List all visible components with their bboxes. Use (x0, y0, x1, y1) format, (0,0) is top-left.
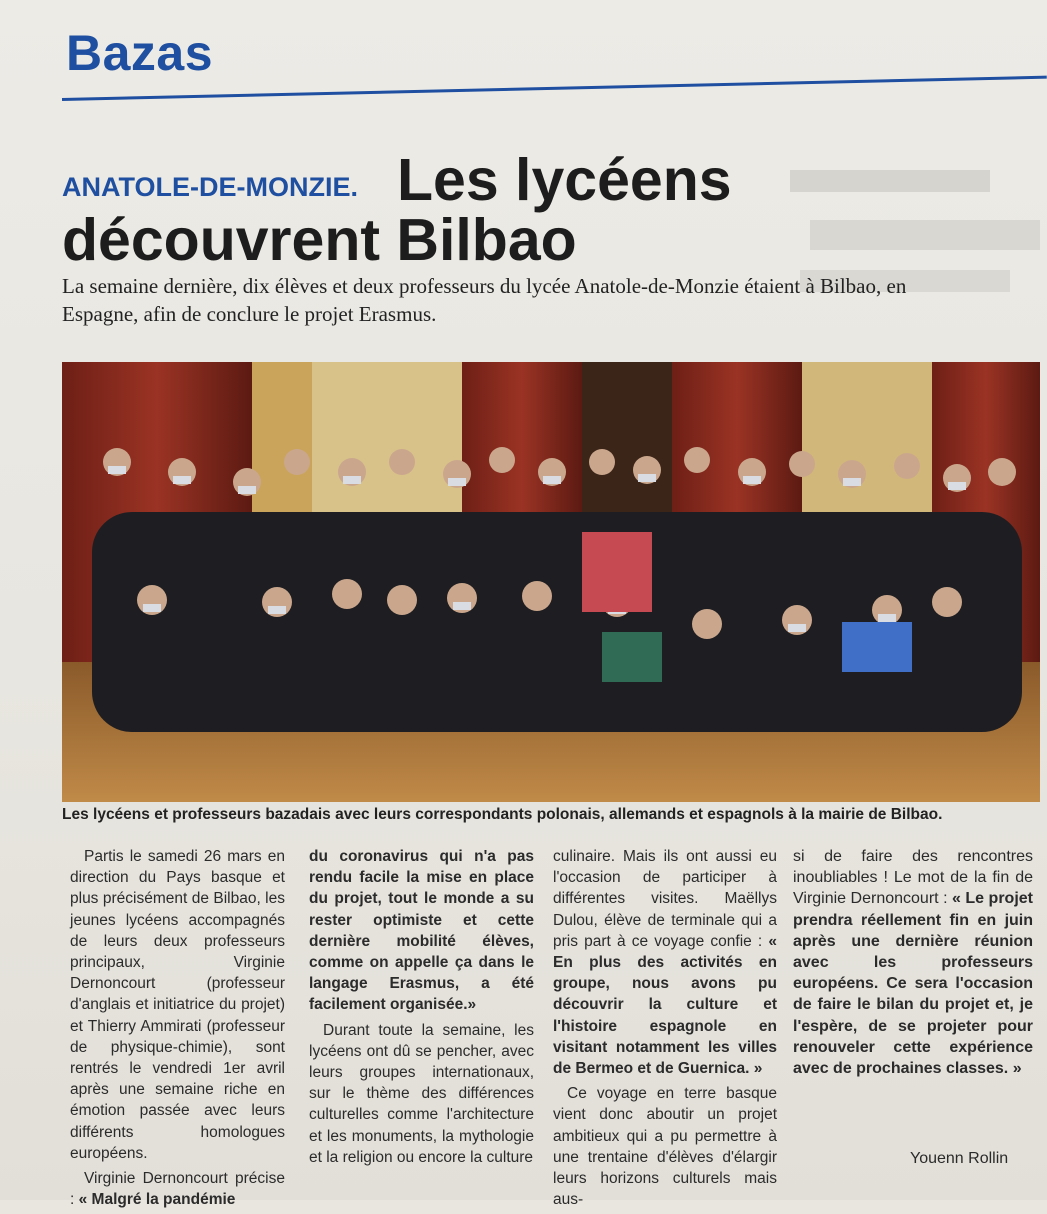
text-run: si de faire des rencontres inoubliables ! Le mot de la fin de Virginie Dernoncourt : (793, 848, 1033, 908)
quote-intro: Virginie Dernoncourt précise : (70, 1170, 285, 1209)
quote-bold: « Le projet prendra réellement fin en juin après une dernière réunion avec les professeurs européens. Ce sera l'occasion de faire le bilan du projet et, je l'espère, de se projeter pour renouveler cette expérience avec de prochaines classes. » (793, 890, 1033, 1078)
paragraph (309, 846, 534, 1016)
article-column-3 (553, 846, 777, 1214)
section-title: Bazas (66, 25, 214, 81)
author-byline: Youenn Rollin (910, 1150, 1009, 1167)
article-kicker: ANATOLE-DE-MONZIE. (62, 172, 358, 202)
quote-bold: « En plus des activités en groupe, nous avons pu découvrir la culture et l'histoire espagnole en visitant notamment les villes de Bermeo et de Guernica. » (553, 932, 777, 1078)
article-column-2 (309, 846, 534, 1172)
article-headline (62, 147, 782, 274)
paragraph (793, 846, 1033, 1079)
headline-line-1: Les lycéens (397, 147, 732, 213)
article-column-1 (70, 846, 285, 1214)
photo-caption: Les lycéens et professeurs bazadais avec leurs correspondants polonais, allemands et espagnols à la mairie de Bilbao. (62, 806, 943, 823)
group-photo-illustration (62, 362, 1040, 802)
quote-bold: « Malgré la pandémie (78, 1191, 236, 1209)
article-column-4 (793, 846, 1033, 1083)
quote-bold: du coronavirus qui n'a pas rendu facile la mise en place du projet, tout le monde a su rester optimiste et cette dernière mobilité élèves, comme on appelle ça dans le langage Erasmus, a été facilement organisée.» (309, 848, 534, 1014)
paragraph: Ce voyage en terre basque vient donc aboutir un projet ambitieux qui a pu permettre à une trentaine d'élèves d'élargir leurs horizons culturels mais aus- (553, 1085, 777, 1209)
paragraph: Durant toute la semaine, les lycéens ont dû se pencher, avec leurs groupes internationaux, sur le thème des différences culturelles comme l'architecture et les monuments, la mythologie et la religion ou encore la culture (309, 1021, 534, 1166)
paragraph (553, 846, 777, 1079)
text-run: culinaire. Mais ils ont aussi eu l'occasion de participer à différentes visites. Maëllys Dulou, élève de terminale qui a pris part à ce voyage confie : (553, 848, 777, 950)
headline-line-2: découvrent Bilbao (62, 207, 577, 274)
paragraph (70, 1168, 285, 1210)
group-photo (62, 362, 1040, 802)
paragraph: Partis le samedi 26 mars en direction du Pays basque et plus précisément de Bilbao, les jeunes lycéens accompagnés de leurs deux professeurs principaux, Virginie Dernoncourt (professeur d'anglais et initiatrice du projet) et Thierry Ammirati (professeur de physique-chimie), sont rentrés le vendredi 1er avril après une semaine riche en émotion passée avec leurs différents homologues européens. (70, 848, 285, 1162)
article-standfirst: La semaine dernière, dix élèves et deux professeurs du lycée Anatole-de-Monzie étaient à Bilbao, en Espagne, afin de conclure le projet Erasmus. (62, 274, 907, 326)
